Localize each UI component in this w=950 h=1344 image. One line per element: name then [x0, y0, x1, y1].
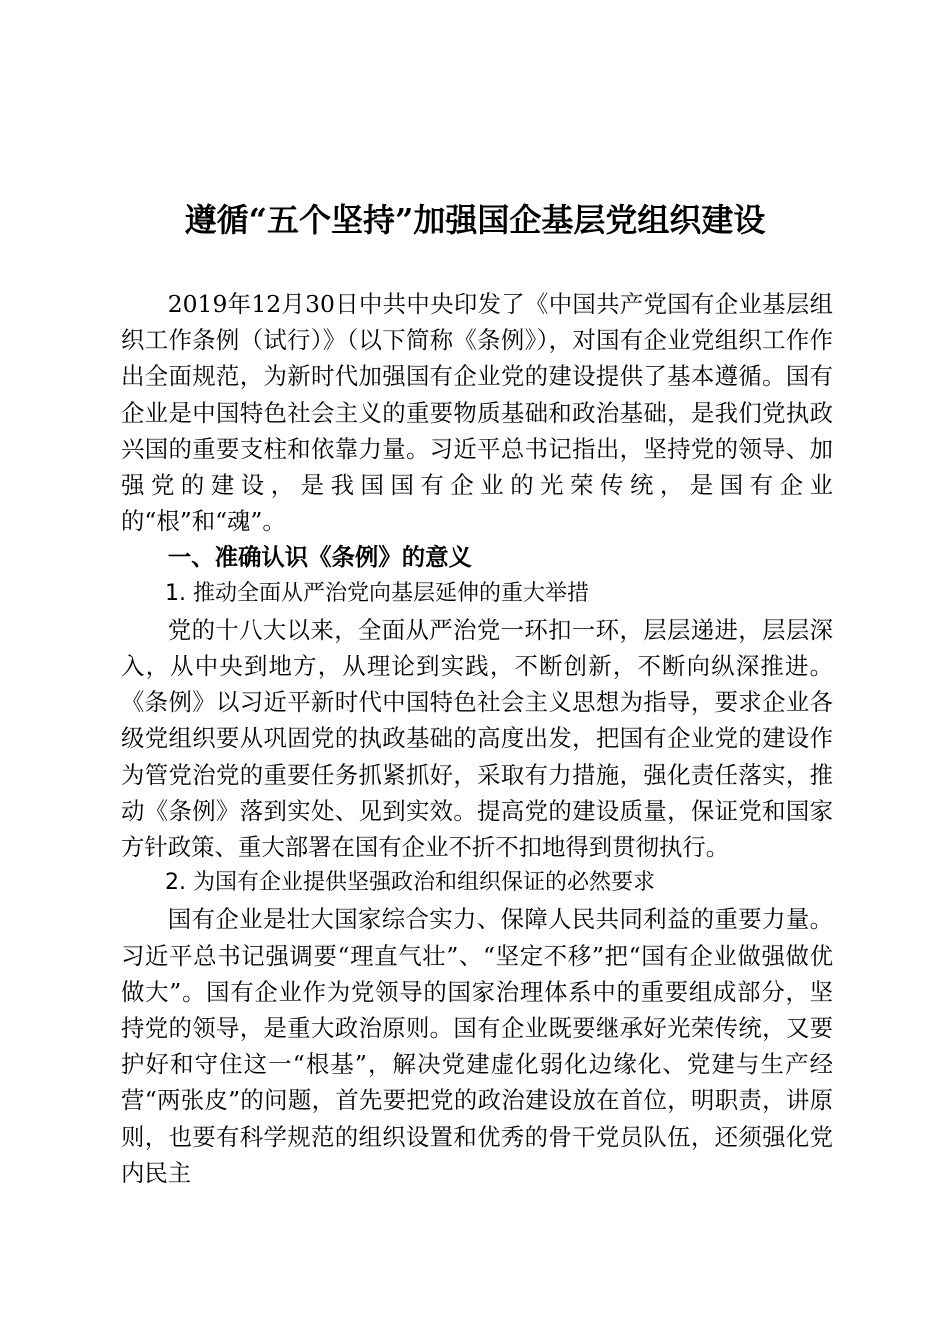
section-1-heading: 一、准确认识《条例》的意义 [167, 543, 472, 572]
subsection-1-paragraph: 党的十八大以来，全面从严治党一环扣一环，层层递进，层层深入，从中央到地方，从理论到实践，不断创新，不断向纵深推进。《条例》以习近平新时代中国特色社会主义思想为指导，要求企业各级党组织要从巩固党的执政基础的高度出发，把国有企业党的建设作为管党治党的重要任务抓紧抓好，采取有力措施，强化责任落实，推动《条例》落到实处、见到实效。提高党的建设质量，保证党和国家方针政策、重大部署在国有企业不折不扣地得到贯彻执行。 [121, 615, 833, 862]
intro-paragraph: 2019年12月30日中共中央印发了《中国共产党国有企业基层组织工作条例（试行）》（以下简称《条例》），对国有企业党组织工作作出全面规范，为新时代加强国有企业党的建设提供了基本遵循。国有企业是中国特色社会主义的重要物质基础和政治基础，是我们党执政兴国的重要支柱和依靠力量。习近平总书记指出，坚持党的领导、加强党的建设，是我国国有企业的光荣传统，是国有企业的“根”和“魂”。 [121, 290, 833, 536]
subsection-1-heading: 1. 推动全面从严治党向基层延伸的重大举措 [165, 580, 589, 606]
subsection-2-heading: 2. 为国有企业提供坚强政治和组织保证的必然要求 [165, 870, 655, 896]
document-title: 遵循“五个坚持”加强国企基层党组织建设 [184, 201, 766, 239]
document-body [121, 286, 833, 1191]
subsection-2-paragraph: 国有企业是壮大国家综合实力、保障人民共同利益的重要力量。习近平总书记强调要“理直气壮”、“坚定不移”把“国有企业做强做优做大”。国有企业作为党领导的国家治理体系中的重要组成部分，坚持党的领导，是重大政治原则。国有企业既要继承好光荣传统，又要护好和守住这一“根基”，解决党建虚化弱化边缘化、党建与生产经营“两张皮”的问题，首先要把党的政治建设放在首位，明职责，讲原则，也要有科学规范的组织设置和优秀的骨干党员队伍，还须强化党内民主 [121, 905, 833, 1187]
